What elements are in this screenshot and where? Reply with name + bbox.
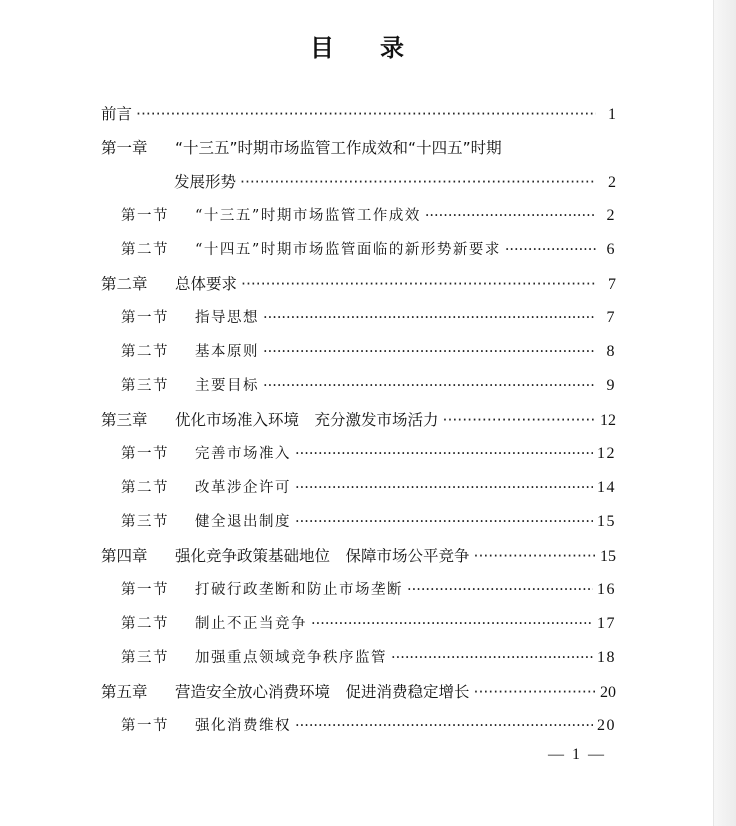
page-title [0,28,716,63]
toc-section-title: 主要目标 [195,378,259,394]
toc-leader-dots [391,646,593,670]
toc-page-number: 2 [608,174,616,191]
toc-leader-dots [240,170,596,194]
toc-section-number: 第二节 [121,616,169,632]
toc-section-title: “十四五”时期市场监管面临的新形势新要求 [195,242,501,258]
toc-section-title: 打破行政垄断和防止市场垄断 [195,582,403,598]
toc-section-title: 改革涉企许可 [195,480,291,496]
toc-page-number: 18 [597,649,616,666]
toc-section-number: 第一节 [121,446,169,462]
toc-page-number: 2 [606,207,616,224]
toc-entry-section[interactable] [121,204,616,228]
toc-leader-dots [136,102,596,126]
toc-section-title: 加强重点领域竞争秩序监管 [195,650,387,666]
toc-page-number: 14 [597,479,616,496]
toc-page-number: 15 [597,513,616,530]
toc-page-number: 7 [606,309,616,326]
toc-chapter-title: “十三五”时期市场监管工作成效和“十四五”时期 [175,139,502,157]
toc-entry-chapter-3[interactable] [101,408,616,432]
toc-chapter-title: 营造安全放心消费环境 促进消费稳定增长 [175,683,470,701]
toc-section-number: 第三节 [121,378,169,394]
toc-leader-dots [295,510,593,534]
toc-page-number: 12 [600,412,616,429]
toc-page-number: 9 [606,377,616,394]
toc-entry-section[interactable] [121,374,616,398]
toc-chapter-number: 第一章 [101,139,148,157]
toc-page-number: 16 [597,581,616,598]
toc-section-title: “十三五”时期市场监管工作成效 [195,208,421,224]
toc-entry-chapter-1[interactable] [101,136,616,160]
toc-section-title: 指导思想 [195,310,259,326]
toc-leader-dots [311,612,593,636]
toc-entry-section[interactable] [121,476,616,500]
toc-section-number: 第二节 [121,344,169,360]
toc-section-number: 第二节 [121,480,169,496]
toc-entry-chapter-4[interactable] [101,544,616,568]
toc-page-number: 12 [597,445,616,462]
toc-section-number: 第一节 [121,310,169,326]
toc-section-title: 基本原则 [195,344,259,360]
toc-page-number: 15 [600,548,616,565]
toc-chapter-number: 第五章 [101,683,148,701]
toc-section-number: 第一节 [121,208,169,224]
title-char-1: 目 [310,34,336,62]
toc-chapter-title: 总体要求 [175,275,238,293]
footer-page-number: — 1 — [548,746,606,763]
toc-section-number: 第一节 [121,718,169,734]
toc-entry-section[interactable] [121,442,616,466]
toc-leader-dots [474,680,596,704]
toc-entry-section[interactable] [121,714,616,738]
toc-page-number: 20 [600,684,616,701]
toc-leader-dots [443,408,596,432]
toc-page-number: 7 [608,276,616,293]
toc-entry-label: 前言 [101,105,133,123]
toc-leader-dots [295,476,593,500]
toc-entry-section[interactable] [121,510,616,534]
toc-leader-dots [474,544,596,568]
toc-section-number: 第二节 [121,242,169,258]
toc-entry-section[interactable] [121,238,616,262]
toc-leader-dots [241,272,596,296]
toc-section-number: 第三节 [121,514,169,530]
toc-section-title: 完善市场准入 [195,446,291,462]
toc-entry-section[interactable] [121,340,616,364]
toc-section-number: 第一节 [121,582,169,598]
toc-entry-section[interactable] [121,578,616,602]
toc-entry-section[interactable] [121,306,616,330]
toc-entry-preface[interactable] [101,102,616,126]
toc-entry-section[interactable] [121,646,616,670]
toc-entry-section[interactable] [121,612,616,636]
toc-entry-chapter-2[interactable] [101,272,616,296]
toc-leader-dots [263,306,596,330]
title-char-2: 录 [380,34,406,62]
toc-page-number: 17 [597,615,616,632]
toc-chapter-number: 第三章 [101,411,148,429]
toc-chapter-title-cont: 发展形势 [174,173,237,191]
toc-section-title: 制止不正当竞争 [195,616,307,632]
toc-page-number: 6 [606,241,616,258]
toc-chapter-title: 强化竞争政策基础地位 保障市场公平竞争 [175,547,470,565]
toc-page-number: 8 [606,343,616,360]
toc-leader-dots [295,442,593,466]
toc-chapter-number: 第二章 [101,275,148,293]
toc-leader-dots [295,714,593,738]
page-edge-shadow [713,0,736,826]
toc-section-title: 健全退出制度 [195,514,291,530]
toc-leader-dots [263,374,596,398]
toc-leader-dots [263,340,596,364]
toc-leader-dots [407,578,593,602]
toc-leader-dots [505,238,596,262]
toc-entry-chapter-5[interactable] [101,680,616,704]
toc-page-number: 20 [597,717,616,734]
toc-leader-dots [425,204,596,228]
toc-chapter-title: 优化市场准入环境 充分激发市场活力 [175,411,439,429]
toc-section-number: 第三节 [121,650,169,666]
toc-chapter-number: 第四章 [101,547,148,565]
toc-entry-chapter-1-cont[interactable] [174,170,616,194]
toc-page-number: 1 [608,106,616,123]
toc-section-title: 强化消费维权 [195,718,291,734]
